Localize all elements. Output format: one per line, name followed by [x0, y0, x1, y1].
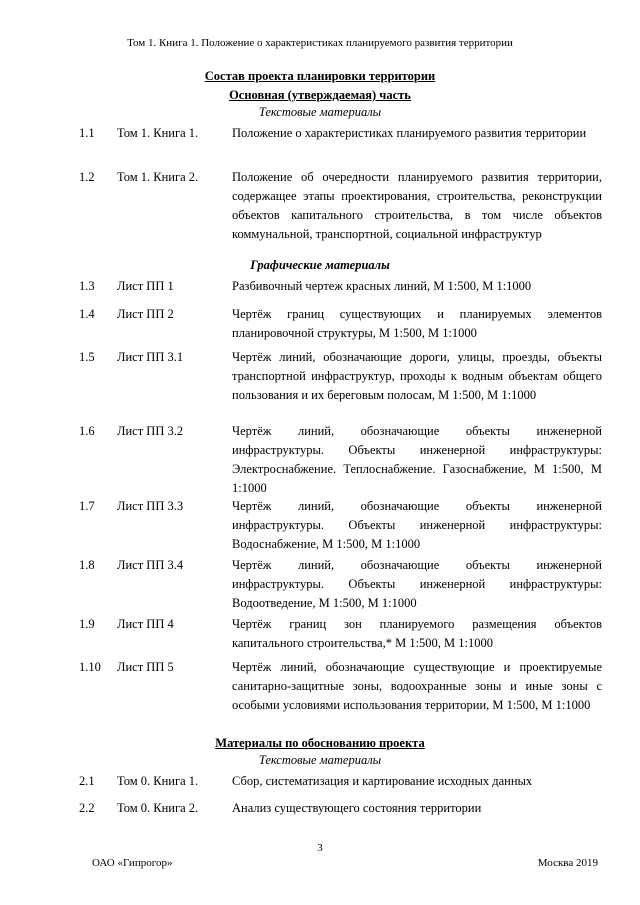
item-number: 1.5: [79, 350, 95, 364]
item-code: Лист ПП 3.4: [117, 558, 184, 572]
item-code: Лист ПП 5: [117, 660, 174, 674]
item-description: Чертёж границ существующих и планируемых элементов планировочной структуры, М 1:500, М 1:1000: [232, 307, 602, 340]
item-number: 1.4: [79, 307, 95, 321]
item-number: 1.9: [79, 617, 95, 631]
item-code: Том 0. Книга 2.: [117, 801, 199, 815]
item-description: Разбивочный чертеж красных линий, М 1:500, М 1:1000: [232, 279, 532, 293]
item-code: Том 0. Книга 1.: [117, 774, 199, 788]
section-main-heading: Основная (утверждаемая) часть: [229, 88, 411, 102]
item-number: 1.8: [79, 558, 95, 572]
item-number: 1.3: [79, 279, 95, 293]
subheading-text-materials: Текстовые материалы: [258, 105, 382, 119]
footer-organization: ОАО «Гипрогор»: [92, 857, 173, 869]
item-number: 1.2: [79, 170, 95, 184]
item-code: Лист ПП 3.1: [117, 350, 184, 364]
document-title: Состав проекта планировки территории: [204, 69, 436, 83]
page-number: 3: [317, 842, 323, 854]
item-code: Том 1. Книга 2.: [117, 170, 199, 184]
item-description: Положение о характеристиках планируемого развития территории: [232, 126, 587, 140]
item-code: Лист ПП 3.3: [117, 499, 184, 513]
running-header: Том 1. Книга 1. Положение о характеристиках планируемого развития территории: [127, 37, 513, 49]
item-code: Лист ПП 3.2: [117, 424, 184, 438]
item-number: 1.6: [79, 424, 95, 438]
footer-city-year: Москва 2019: [537, 857, 598, 869]
item-number: 1.10: [79, 660, 101, 674]
item-description: Чертёж линий, обозначающие объекты инженерной инфраструктуры. Объекты инженерной инфраструктуры: Водоснабжение, М 1:500, М 1:1000: [232, 499, 602, 551]
section-justification-heading: Материалы по обоснованию проекта: [215, 736, 425, 750]
item-description: Чертёж границ зон планируемого размещения объектов капитального строительства,* М 1:500, М 1:1000: [232, 617, 602, 650]
subheading-text-materials-2: Текстовые материалы: [258, 753, 382, 767]
item-description: Сбор, систематизация и картирование исходных данных: [232, 774, 533, 788]
item-description: Анализ существующего состояния территории: [232, 801, 482, 815]
item-description: Положение об очередности планируемого развития территории, содержащее этапы проектирования, строительства, реконструкции объектов капитального строительства, в том числе объектов коммунальной, транспортной, социальной инфраструктур: [232, 170, 602, 241]
item-number: 1.7: [79, 499, 95, 513]
item-description: Чертёж линий, обозначающие дороги, улицы, проезды, объекты транспортной инфраструктур, проходы к водным объектам общего пользования и их береговым полосам, М 1:500, М 1:1000: [232, 350, 602, 402]
item-number: 2.1: [79, 774, 95, 788]
item-number: 2.2: [79, 801, 95, 815]
item-description: Чертёж линий, обозначающие объекты инженерной инфраструктуры. Объекты инженерной инфраструктуры: Водоотведение, М 1:500, М 1:1000: [232, 558, 602, 610]
item-description: Чертёж линий, обозначающие существующие и проектируемые санитарно-защитные зоны, водоохранные зоны и иные зоны с особыми условиями использования территории, М 1:500, М 1:1000: [232, 660, 602, 712]
item-code: Лист ПП 4: [117, 617, 174, 631]
item-description: Чертёж линий, обозначающие объекты инженерной инфраструктуры. Объекты инженерной инфраструктуры: Электроснабжение. Теплоснабжение. Газоснабжение, М 1:500, М 1:1000: [232, 424, 602, 495]
item-number: 1.1: [79, 126, 95, 140]
subheading-graphic-materials: Графические материалы: [250, 258, 390, 272]
item-code: Том 1. Книга 1.: [117, 126, 199, 140]
item-code: Лист ПП 2: [117, 307, 174, 321]
item-code: Лист ПП 1: [117, 279, 174, 293]
